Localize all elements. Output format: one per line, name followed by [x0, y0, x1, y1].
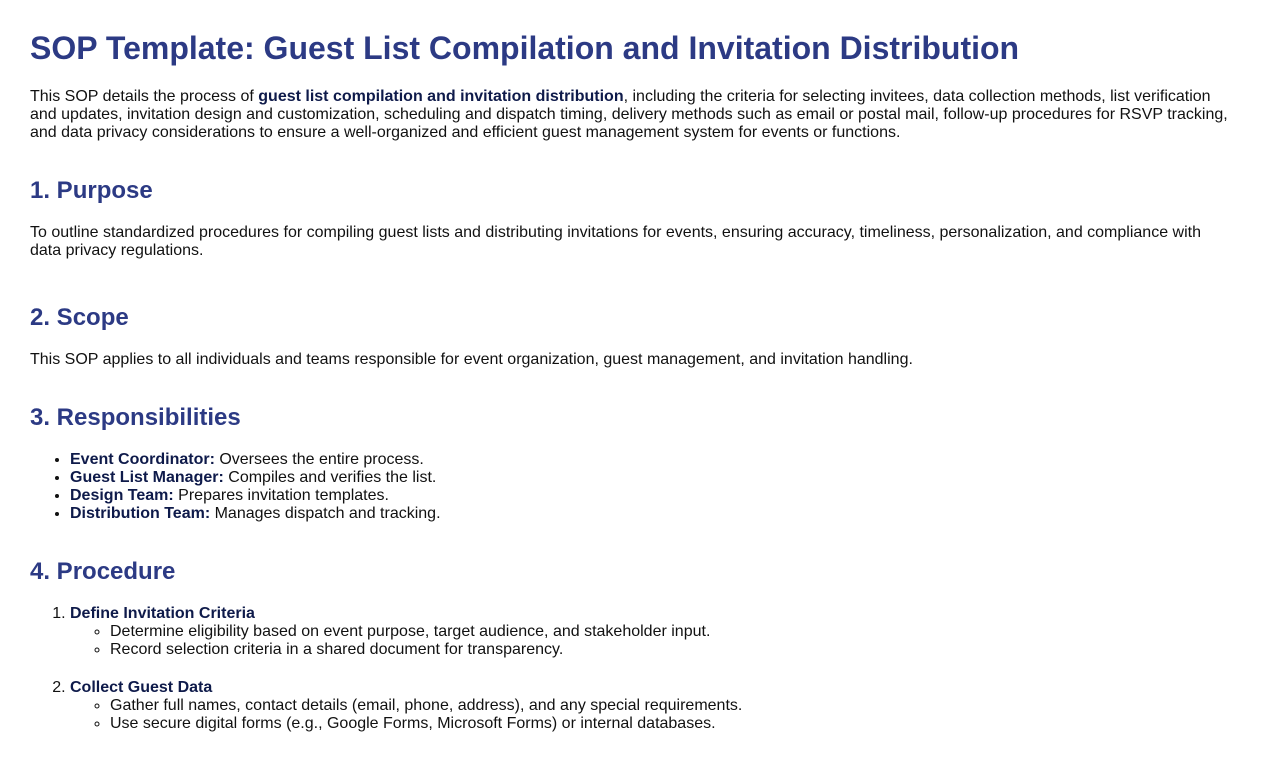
intro-text-after: , including the criteria for selecting invitees, data collection methods, list verification and updates, invitation design and customization, scheduling and dispatch timing, delivery methods such as email or postal mail, follow-up procedures for RSVP tracking, and data privacy considerations to ensure a well-organized and efficient guest management system for events or functions. — [30, 88, 1228, 141]
list-item: ◦ Use secure digital forms (e.g., Google Forms, Microsoft Forms) or internal databases. — [110, 715, 1233, 733]
list-item: ◦ Gather full names, contact details (email, phone, address), and any special requirements. — [110, 697, 1233, 715]
procedure-step — [70, 605, 1233, 659]
list-item — [70, 505, 1233, 523]
step-bullets — [70, 697, 1233, 733]
role-description: Compiles and verifies the list. — [223, 469, 437, 486]
role-label: Distribution Team: — [70, 505, 211, 522]
list-item — [70, 451, 1233, 469]
step-title: Collect Guest Data — [70, 679, 213, 696]
role-label: Design Team: — [70, 487, 174, 504]
intro-paragraph — [30, 88, 1233, 142]
role-description: Manages dispatch and tracking. — [210, 505, 441, 522]
role-label: Guest List Manager: — [70, 469, 224, 486]
list-item: ◦ Record selection criteria in a shared document for transparency. — [110, 641, 1233, 659]
step-title: Define Invitation Criteria — [70, 605, 255, 622]
role-label: Event Coordinator: — [70, 451, 215, 468]
role-description: Prepares invitation templates. — [173, 487, 389, 504]
list-item: ◦ Determine eligibility based on event purpose, target audience, and stakeholder input. — [110, 623, 1233, 641]
procedure-steps — [30, 605, 1233, 733]
purpose-heading: 1. Purpose — [30, 177, 153, 204]
responsibilities-heading: 3. Responsibilities — [30, 404, 241, 431]
document-page — [0, 28, 1263, 733]
intro-text-before: This SOP details the process of — [30, 88, 259, 105]
list-item — [70, 469, 1233, 487]
scope-text: This SOP applies to all individuals and teams responsible for event organization, guest management, and invitation handling. — [30, 351, 913, 368]
intro-emphasis: guest list compilation and invitation distribution — [258, 88, 624, 105]
procedure-step — [70, 679, 1233, 733]
purpose-text: To outline standardized procedures for compiling guest lists and distributing invitations for events, ensuring accuracy, timeliness, personalization, and compliance with data privacy regulations. — [30, 224, 1201, 259]
responsibilities-list — [30, 451, 1233, 523]
procedure-heading: 4. Procedure — [30, 558, 176, 585]
role-description: Oversees the entire process. — [214, 451, 424, 468]
list-item — [70, 487, 1233, 505]
scope-heading: 2. Scope — [30, 304, 129, 331]
page-title: SOP Template: Guest List Compilation and Invitation Distribution — [30, 30, 1020, 66]
step-bullets — [70, 623, 1233, 659]
